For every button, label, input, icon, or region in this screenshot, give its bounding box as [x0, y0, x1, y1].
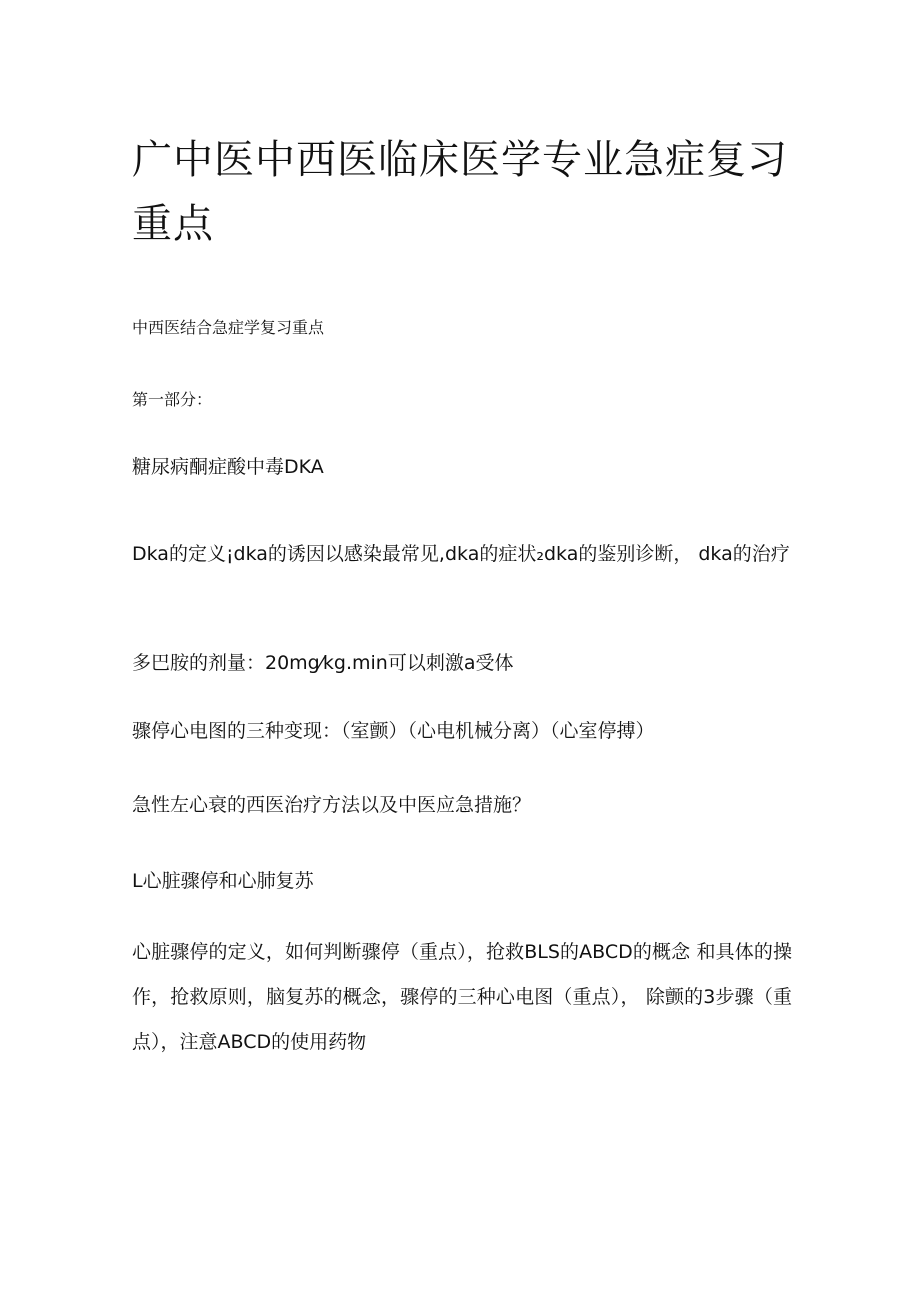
acute-lhf-question: 急性左心衰的西医治疗方法以及中医应急措施？: [132, 794, 532, 816]
part-label: 第一部分：: [132, 390, 213, 409]
document-subtitle: 中西医结合急症学复习重点: [132, 318, 325, 337]
dopamine-dose-line: 多巴胺的剂量：20mg⁄kg.min可以刺激a受体: [132, 652, 514, 674]
arrest-points-paragraph: 心脏骤停的定义，如何判断骤停（重点），抢救BLS的ABCD的概念 和具体的操作，抢救原则，脑复苏的概念，骤停的三种心电图（重点）， 除颤的3步骤（重点），注意ABCD的使用药物: [132, 941, 792, 1053]
dka-points-paragraph: Dka的定义¡dka的诱因以感染最常见,dka的症状₂dka的鉴别诊断， dka的治疗: [132, 543, 790, 565]
arrest-ecg-forms-line: 骤停心电图的三种变现：（室颤）（心电机械分离）（心室停搏）: [132, 720, 655, 742]
document-title: 广中医中西医临床医学专业急症复习重点: [132, 137, 788, 247]
section-arrest-heading: L心脏骤停和心肺复苏: [132, 870, 314, 892]
section-dka-heading: 糖尿病酮症酸中毒DKA: [132, 456, 324, 478]
